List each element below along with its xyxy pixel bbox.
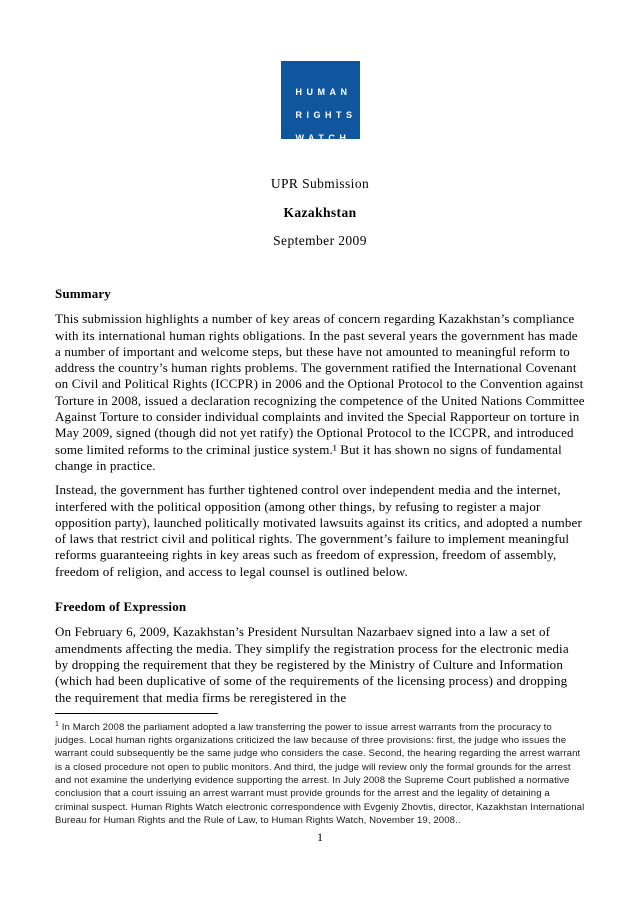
section-heading-freedom-of-expression: Freedom of Expression xyxy=(55,599,187,615)
document-body xyxy=(55,286,585,706)
section-heading-summary: Summary xyxy=(55,286,111,301)
hrw-logo xyxy=(281,61,360,143)
document-title: UPR Submission xyxy=(270,176,370,191)
hrw-logo-line: RIGHTS xyxy=(295,110,357,120)
title-block xyxy=(0,176,640,249)
footnote-separator xyxy=(55,713,218,714)
page-number: 1 xyxy=(317,830,323,845)
hrw-logo-line: WATCH xyxy=(295,133,351,143)
document-subtitle: Kazakhstan xyxy=(283,205,357,220)
freedom-of-expression-paragraph-1: On February 6, 2009, Kazakhstan’s President Nursultan Nazarbaev signed into a law a set of amendments affecting the media. They simplify the registration process for the electronic media by dropping the requirement that they be registered by the Ministry of Culture and Information (which had been duplicative of some of the requirements of the licensing process) and dropping the requirement that media firms be reregistered in the xyxy=(55,624,569,705)
hrw-logo-line: HUMAN xyxy=(295,87,352,97)
summary-paragraph-2: Instead, the government has further tightened control over independent media and the internet, interfered with the political opposition (among other things, by refusing to register a major opposition party), launched politically motivated lawsuits against its critics, and adopted a number of laws that restrict civil and political rights. The government’s failure to implement meaningful reforms guaranteeing rights in key areas such as freedom of expression, freedom of assembly, freedom of religion, and access to legal counsel is outlined below. xyxy=(55,482,582,579)
footnote-text: In March 2008 the parliament adopted a law transferring the power to issue arrest warrants from the procuracy to judges. Local human rights organizations criticized the law because of three provisions: first, the judge who issues the warrant could subsequently be the same judge who considers the case. Second, the hearing regarding the arrest warrant is a closed procedure not open to public monitors. And third, the judge will review only the formal grounds for the arrest and not examine the underlying evidence supporting the arrest. In July 2008 the Supreme Court published a normative conclusion that a court issuing an arrest warrant must provide grounds for the arrest and the legality of detaining a criminal suspect. Human Rights Watch electronic correspondence with Evgeniy Zhovtis, director, Kazakhstan International Bureau for Human Rights and the Rule of Law, to Human Rights Watch, November 19, 2008.. xyxy=(55,721,585,826)
summary-paragraph-1: This submission highlights a number of key areas of concern regarding Kazakhstan’s compliance with its international human rights obligations. In the past several years the government has made a number of important and welcome steps, but these have not amounted to meaningful reform to address the country’s human rights problems. The government ratified the International Covenant on Civil and Political Rights (ICCPR) in 2006 and the Optional Protocol to the Convention against Torture in 2008, issued a declaration recognizing the competence of the United Nations Committee Against Torture to consider individual complaints and invited the Special Rapporteur on torture in May 2009, signed (though did not yet ratify) the Optional Protocol to the ICCPR, and introduced some limited reforms to the criminal justice system.¹ But it has shown no signs of fundamental change in practice. xyxy=(55,311,585,473)
footnote-marker: 1 xyxy=(55,720,59,728)
footnote xyxy=(55,721,585,827)
document-date: September 2009 xyxy=(273,233,367,248)
